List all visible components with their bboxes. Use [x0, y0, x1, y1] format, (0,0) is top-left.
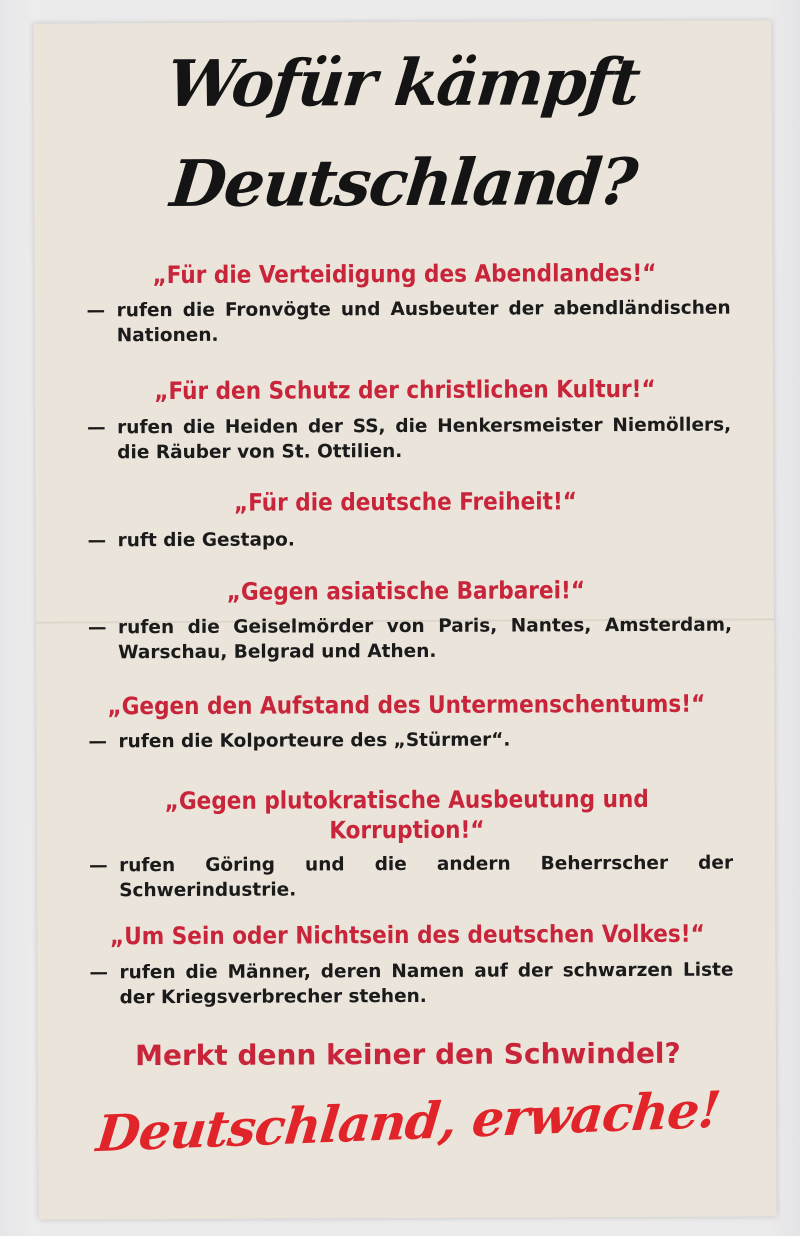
reply-1-text: rufen die Fronvögte und Ausbeuter der abendländischen Nationen.: [116, 297, 731, 347]
reply-6: [89, 851, 733, 904]
reply-6-text: rufen Göring und die andern Beherrscher der Schwerindustrie.: [119, 852, 734, 902]
leaflet: [33, 20, 776, 1219]
reply-5-text: rufen die Kolporteure des „Stürmer“.: [118, 729, 511, 753]
slogan-7: „Um Sein oder Nichtsein des deutschen Volkes!“: [109, 919, 705, 951]
closing-call: Deutschland, erwache!: [93, 1079, 723, 1164]
reply-5: [88, 727, 732, 755]
slogan-1: „Für die Verteidigung des Abendlandes!“: [152, 258, 657, 290]
dash: —: [87, 530, 107, 552]
slogan-2: „Für den Schutz der christlichen Kultur!“: [154, 374, 656, 406]
dash: —: [86, 300, 106, 322]
dash: —: [89, 962, 109, 984]
dash: —: [87, 617, 107, 639]
reply-1: [87, 296, 731, 349]
reply-4: [88, 613, 732, 666]
reply-4-text: rufen die Geiselmörder von Paris, Nantes, Amsterdam, Warschau, Belgrad und Athen.: [117, 614, 733, 664]
closing-question: Merkt denn keiner den Schwindel?: [134, 1036, 681, 1073]
reply-7-text: rufen die Männer, deren Namen auf der schwarzen Liste der Kriegsverbrecher stehen.: [119, 959, 734, 1009]
reply-3-text: ruft die Gestapo.: [117, 529, 295, 552]
reply-2: [87, 413, 731, 466]
slogan-4: „Gegen asiatische Barbarei!“: [226, 576, 586, 606]
reply-7: [89, 958, 733, 1011]
title-line-1: Wofür kämpft: [163, 44, 642, 123]
dash: —: [88, 731, 108, 753]
dash: —: [87, 417, 106, 439]
title-line-2: Deutschland?: [167, 144, 640, 223]
reply-2-text: rufen die Heiden der SS, die Henkersmeister Niemöllers, die Räuber von St. Ottilien.: [117, 414, 732, 464]
reply-3: [88, 526, 732, 554]
slogan-5: „Gegen den Aufstand des Untermenschentums!“: [107, 689, 706, 721]
slogan-3: „Für die deutsche Freiheit!“: [233, 487, 578, 517]
slogan-6: „Gegen plutokratische Ausbeutung und Korruption!“: [164, 784, 649, 845]
dash: —: [89, 855, 108, 877]
